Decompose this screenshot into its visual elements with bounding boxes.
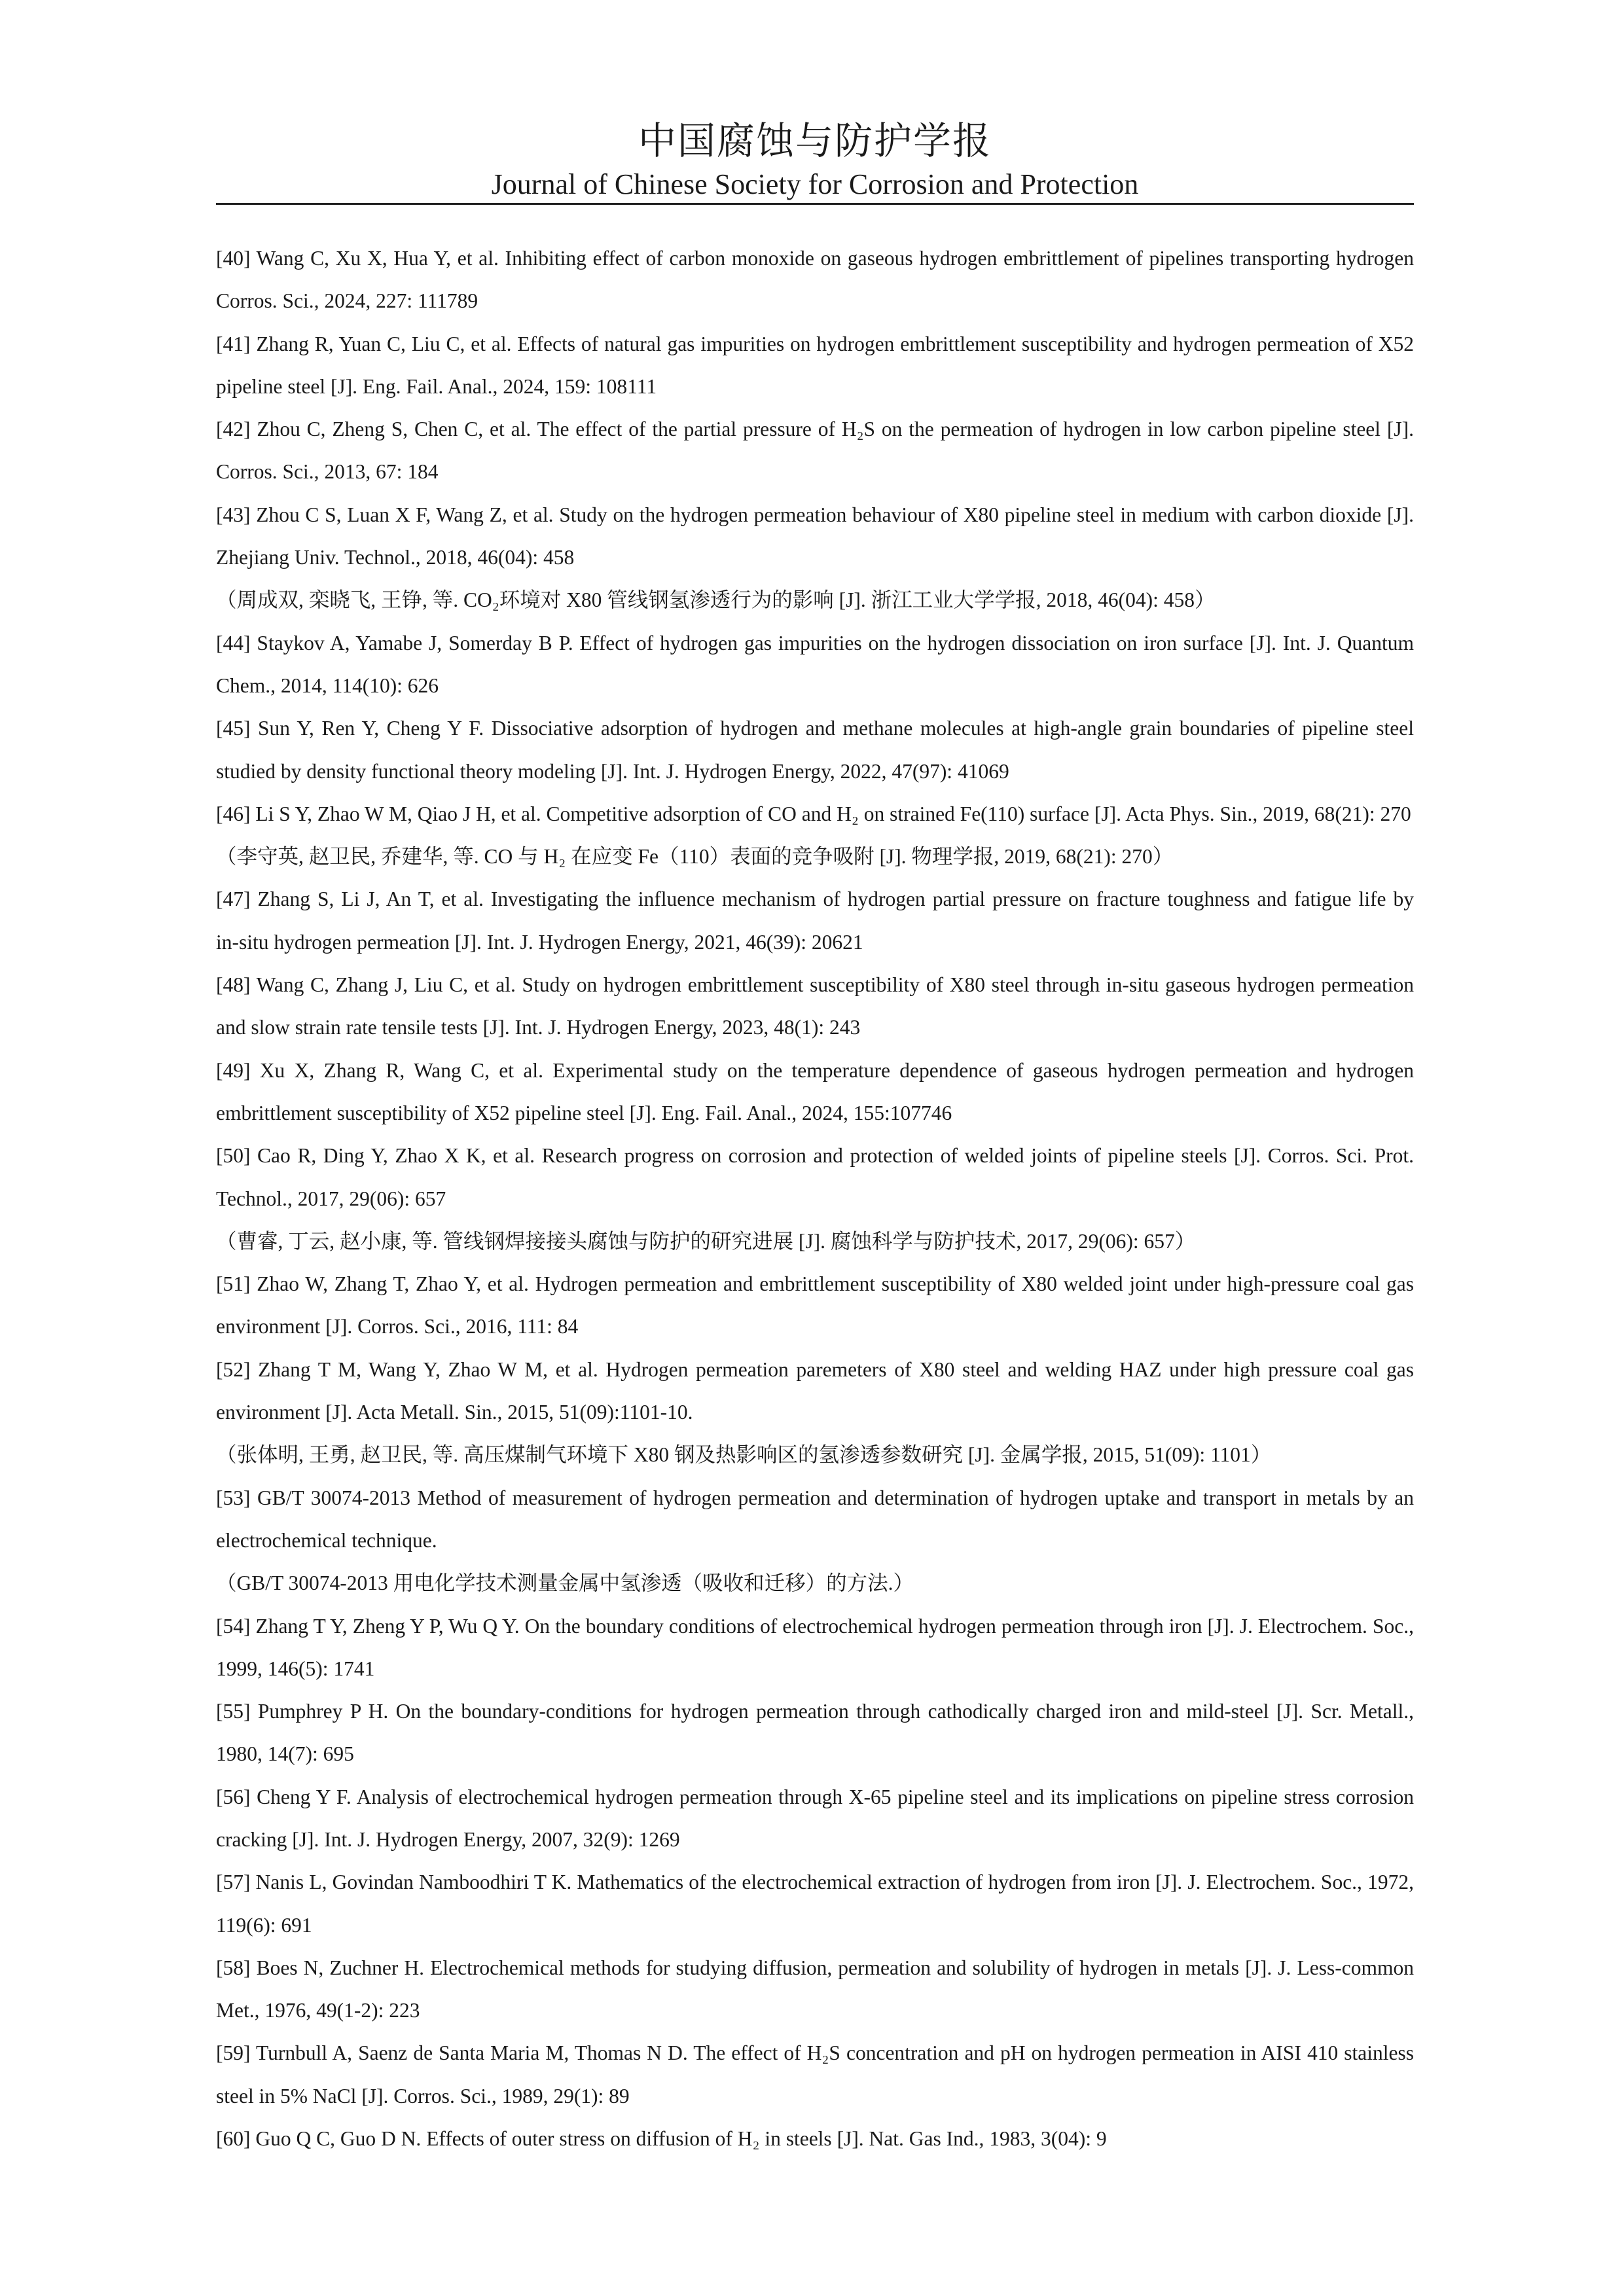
reference-line: [47] Zhang S, Li J, An T, et al. Investigating the influence mechanism of hydrogen partial pressure on fracture toughness and fatigue life by	[216, 888, 1414, 911]
reference-line: steel in 5% NaCl [J]. Corros. Sci., 1989, 29(1): 89	[216, 2084, 630, 2108]
reference-line: studied by density functional theory modeling [J]. Int. J. Hydrogen Energy, 2022, 47(97): 41069	[216, 759, 1009, 783]
reference-line: environment [J]. Corros. Sci., 2016, 111: 84	[216, 1315, 579, 1338]
reference-line: in-situ hydrogen permeation [J]. Int. J. Hydrogen Energy, 2021, 46(39): 20621	[216, 930, 863, 954]
reference-line: 1980, 14(7): 695	[216, 1742, 354, 1766]
reference-entry	[216, 1477, 1414, 1605]
reference-line: [52] Zhang T M, Wang Y, Zhao W M, et al. Hydrogen permeation paremeters of X80 steel and welding HAZ under high pressure coal gas	[216, 1357, 1414, 1381]
reference-line: （张体明, 王勇, 赵卫民, 等. 高压煤制气环境下 X80 钢及热影响区的氢渗透参数研究 [J]. 金属学报, 2015, 51(09): 1101）	[216, 1443, 1272, 1467]
reference-line: 1999, 146(5): 1741	[216, 1657, 375, 1680]
reference-entry	[216, 622, 1414, 708]
reference-line: [46] Li S Y, Zhao W M, Qiao J H, et al. Competitive adsorption of CO and H₂ on strained Fe(110) surface [J]. Acta Phys. Sin., 2019, 68(21): 270	[216, 802, 1411, 825]
reference-line: Chem., 2014, 114(10): 626	[216, 673, 439, 697]
reference-line: [44] Staykov A, Yamabe J, Somerday B P. Effect of hydrogen gas impurities on the hydrogen dissociation on iron surface [J]. Int. J. Quantum	[216, 631, 1414, 655]
reference-entry	[216, 707, 1414, 793]
journal-header	[216, 111, 1414, 203]
reference-line: [43] Zhou C S, Luan X F, Wang Z, et al. Study on the hydrogen permeation behaviour of X80 pipeline steel in medium with carbon dioxide [J].	[216, 503, 1414, 526]
reference-line: pipeline steel [J]. Eng. Fail. Anal., 2024, 159: 108111	[216, 374, 657, 398]
reference-entry	[216, 1690, 1414, 1776]
reference-line: [40] Wang C, Xu X, Hua Y, et al. Inhibiting effect of carbon monoxide on gaseous hydrogen embrittlement of pipelines transporting hydrogen	[216, 247, 1414, 270]
reference-entry	[216, 793, 1414, 878]
reference-line: （周成双, 栾晓飞, 王铮, 等. CO₂环境对 X80 管线钢氢渗透行为的影响 [J]. 浙江工业大学学报, 2018, 46(04): 458）	[216, 588, 1216, 612]
reference-line: [49] Xu X, Zhang R, Wang C, et al. Experimental study on the temperature dependence of gaseous hydrogen permeation and hydrogen	[216, 1058, 1414, 1082]
reference-entry	[216, 1134, 1414, 1263]
reference-entry	[216, 2032, 1414, 2117]
reference-line: [41] Zhang R, Yuan C, Liu C, et al. Effects of natural gas impurities on hydrogen embrittlement susceptibility and hydrogen permeation of X52	[216, 332, 1414, 355]
reference-line: and slow strain rate tensile tests [J]. Int. J. Hydrogen Energy, 2023, 48(1): 243	[216, 1016, 861, 1039]
reference-line: Technol., 2017, 29(06): 657	[216, 1187, 446, 1210]
reference-line: （GB/T 30074-2013 用电化学技术测量金属中氢渗透（吸收和迁移）的方法.）	[216, 1571, 914, 1595]
reference-line: [57] Nanis L, Govindan Namboodhiri T K. Mathematics of the electrochemical extraction of hydrogen from iron [J]. J. Electrochem. Soc., 1972,	[216, 1871, 1414, 1894]
reference-entry	[216, 1049, 1414, 1135]
journal-title-chinese: 中国腐蚀与防护学报	[638, 120, 992, 162]
reference-line: [54] Zhang T Y, Zheng Y P, Wu Q Y. On the boundary conditions of electrochemical hydrogen permeation through iron [J]. J. Electrochem. Soc.,	[216, 1614, 1414, 1638]
reference-line: [60] Guo Q C, Guo D N. Effects of outer stress on diffusion of H₂ in steels [J]. Nat. Gas Ind., 1983, 3(04): 9	[216, 2127, 1107, 2151]
reference-entry	[216, 1776, 1414, 1861]
reference-entry	[216, 878, 1414, 963]
header-divider	[216, 203, 1414, 205]
reference-line: Zhejiang Univ. Technol., 2018, 46(04): 458	[216, 546, 575, 569]
reference-line: Corros. Sci., 2013, 67: 184	[216, 460, 439, 484]
reference-line: [59] Turnbull A, Saenz de Santa Maria M, Thomas N D. The effect of H₂S concentration and pH on hydrogen permeation in AISI 410 stainless	[216, 2041, 1414, 2065]
reference-line: Met., 1976, 49(1-2): 223	[216, 1999, 420, 2022]
reference-line: environment [J]. Acta Metall. Sin., 2015, 51(09):1101-10.	[216, 1401, 693, 1424]
reference-entry	[216, 1946, 1414, 2032]
reference-line: cracking [J]. Int. J. Hydrogen Energy, 2007, 32(9): 1269	[216, 1827, 680, 1851]
reference-line: [58] Boes N, Zuchner H. Electrochemical methods for studying diffusion, permeation and solubility of hydrogen in metals [J]. J. Less-common	[216, 1956, 1414, 1979]
reference-line: [53] GB/T 30074-2013 Method of measurement of hydrogen permeation and determination of hydrogen uptake and transport in metals by an	[216, 1486, 1414, 1509]
reference-line: （李守英, 赵卫民, 乔建华, 等. CO 与 H₂ 在应变 Fe（110）表面的竞争吸附 [J]. 物理学报, 2019, 68(21): 270）	[216, 845, 1174, 869]
reference-line: Corros. Sci., 2024, 227: 111789	[216, 289, 478, 313]
reference-line: [45] Sun Y, Ren Y, Cheng Y F. Dissociative adsorption of hydrogen and methane molecules at high-angle grain boundaries of pipeline steel	[216, 717, 1414, 740]
journal-title-english: Journal of Chinese Society for Corrosion and Protection	[491, 168, 1139, 200]
reference-entry	[216, 1861, 1414, 1946]
reference-entry	[216, 1605, 1414, 1691]
reference-line: [51] Zhao W, Zhang T, Zhao Y, et al. Hydrogen permeation and embrittlement susceptibility of X80 welded joint under high-pressure coal gas	[216, 1272, 1414, 1296]
reference-entry	[216, 323, 1414, 408]
reference-entry	[216, 408, 1414, 493]
reference-entry	[216, 1263, 1414, 1348]
reference-entry	[216, 493, 1414, 622]
reference-line: [48] Wang C, Zhang J, Liu C, et al. Study on hydrogen embrittlement susceptibility of X80 steel through in-situ gaseous hydrogen permeation	[216, 973, 1414, 997]
reference-line: [42] Zhou C, Zheng S, Chen C, et al. The effect of the partial pressure of H₂S on the permeation of hydrogen in low carbon pipeline steel [J].	[216, 418, 1414, 441]
reference-line: embrittlement susceptibility of X52 pipeline steel [J]. Eng. Fail. Anal., 2024, 155:107746	[216, 1101, 952, 1124]
reference-entry	[216, 2117, 1414, 2160]
reference-line: [56] Cheng Y F. Analysis of electrochemical hydrogen permeation through X-65 pipeline steel and its implications on pipeline stress corrosion	[216, 1785, 1414, 1808]
reference-list	[216, 237, 1414, 2160]
reference-line: [55] Pumphrey P H. On the boundary-conditions for hydrogen permeation through cathodically charged iron and mild-steel [J]. Scr. Metall.,	[216, 1700, 1414, 1723]
reference-entry	[216, 237, 1414, 323]
reference-line: [50] Cao R, Ding Y, Zhao X K, et al. Research progress on corrosion and protection of welded joints of pipeline steels [J]. Corros. Sci. Prot.	[216, 1144, 1414, 1168]
reference-line: （曹睿, 丁云, 赵小康, 等. 管线钢焊接接头腐蚀与防护的研究进展 [J]. 腐蚀科学与防护技术, 2017, 29(06): 657）	[216, 1229, 1196, 1253]
reference-entry	[216, 1348, 1414, 1477]
reference-line: 119(6): 691	[216, 1913, 312, 1937]
reference-entry	[216, 963, 1414, 1049]
reference-line: electrochemical technique.	[216, 1528, 437, 1552]
